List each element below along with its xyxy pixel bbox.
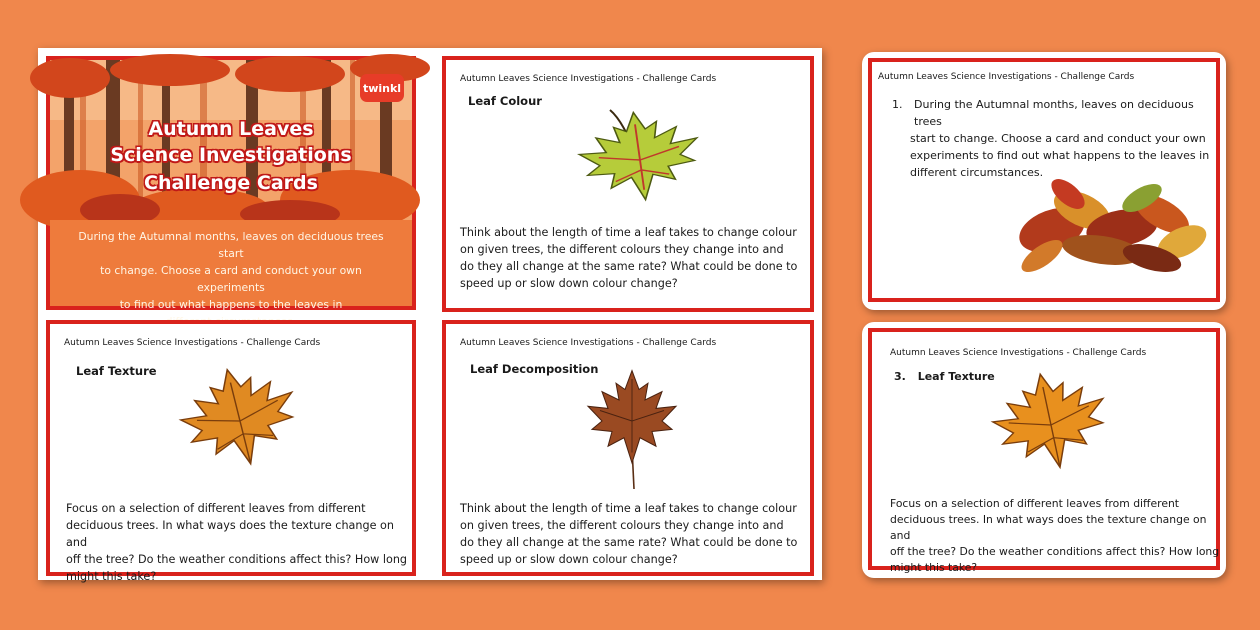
card-header: Autumn Leaves Science Investigations - Challenge Cards [890, 348, 1147, 358]
card-title: Leaf Texture [76, 364, 157, 378]
card-body-line: speed up or slow down colour change? [460, 553, 678, 566]
side-card-leaf-texture [862, 322, 1226, 578]
card-body-line: Think about the length of time a leaf takes to change colour [460, 226, 797, 239]
card-header: Autumn Leaves Science Investigations - Challenge Cards [878, 72, 1135, 82]
cover-intro-line: to change. Choose a card and conduct your own experiments [100, 264, 362, 294]
card-body-line: During the Autumnal months, leaves on deciduous trees [914, 98, 1194, 128]
card-header: Autumn Leaves Science Investigations - Challenge Cards [460, 74, 717, 84]
card-body-line: speed up or slow down colour change? [460, 277, 678, 290]
cover-intro-line: to find out what happens to the leaves in [119, 298, 343, 311]
side-card-intro-body [892, 96, 1212, 181]
card-body-line: Focus on a selection of different leaves from different [66, 502, 366, 515]
card-body-line: start to change. Choose a card and conduct your own [910, 132, 1206, 145]
challenge-card-leaf-texture [46, 320, 416, 583]
brown-maple-leaf-image [584, 364, 680, 490]
card-body-line: do they all change at the same rate? What could be done to [460, 260, 798, 273]
card-body-line: might this take? [890, 561, 978, 574]
side-card-leaf-texture-frame [868, 328, 1220, 574]
cover-intro [50, 220, 412, 311]
card-body-line: on given trees, the different colours they change into and [460, 243, 784, 256]
side-card-intro [862, 52, 1226, 310]
card-title: Leaf Colour [468, 94, 542, 108]
cover-card [46, 56, 416, 310]
twinkl-logo: twinkl [360, 74, 404, 102]
cover-title-line-2: Science Investigations [110, 144, 352, 166]
cover-title-line-3: Challenge Cards [144, 172, 318, 194]
card-body [890, 496, 1220, 576]
cover-intro-line: During the Autumnal months, leaves on deciduous trees start [78, 230, 384, 260]
card-body-line: Focus on a selection of different leaves from different [890, 497, 1180, 510]
autumn-forest-illustration [50, 60, 412, 220]
card-body-line: off the tree? Do the weather conditions affect this? How long [66, 553, 408, 566]
card-body-line: might this take? [66, 570, 157, 583]
leaf-pile-image [1012, 170, 1208, 278]
card-header: Autumn Leaves Science Investigations - Challenge Cards [460, 338, 717, 348]
card-body-line: on given trees, the different colours they change into and [460, 519, 784, 532]
card-title: Leaf Texture [917, 370, 995, 383]
card-number: 1. [892, 98, 903, 111]
card-body [460, 500, 806, 568]
card-title: Leaf Decomposition [470, 362, 599, 376]
card-body-line: deciduous trees. In what ways does the texture change on and [66, 519, 394, 549]
side-card-intro-frame [868, 58, 1220, 302]
card-body-line: different circumstances. [910, 166, 1044, 179]
card-body-line: deciduous trees. In what ways does the texture change on and [890, 513, 1207, 542]
card-body [66, 500, 410, 585]
card-title-row [894, 370, 995, 383]
challenge-card-leaf-colour [442, 56, 814, 312]
cover-title-line-1: Autumn Leaves [148, 118, 314, 140]
challenge-card-leaf-decomposition [442, 320, 814, 576]
challenge-card-sheet [38, 48, 822, 583]
green-maple-leaf-image [570, 106, 710, 214]
card-body-line: off the tree? Do the weather conditions affect this? How long [890, 545, 1220, 558]
orange-maple-leaf-image [174, 366, 306, 476]
card-body [460, 224, 804, 292]
card-header: Autumn Leaves Science Investigations - Challenge Cards [64, 338, 321, 348]
card-body-line: Think about the length of time a leaf takes to change colour [460, 502, 797, 515]
card-number: 3. [894, 370, 906, 383]
orange-maple-leaf-image [986, 372, 1116, 478]
card-body-line: experiments to find out what happens to the leaves in [910, 149, 1210, 162]
card-body-line: do they all change at the same rate? What could be done to [460, 536, 798, 549]
